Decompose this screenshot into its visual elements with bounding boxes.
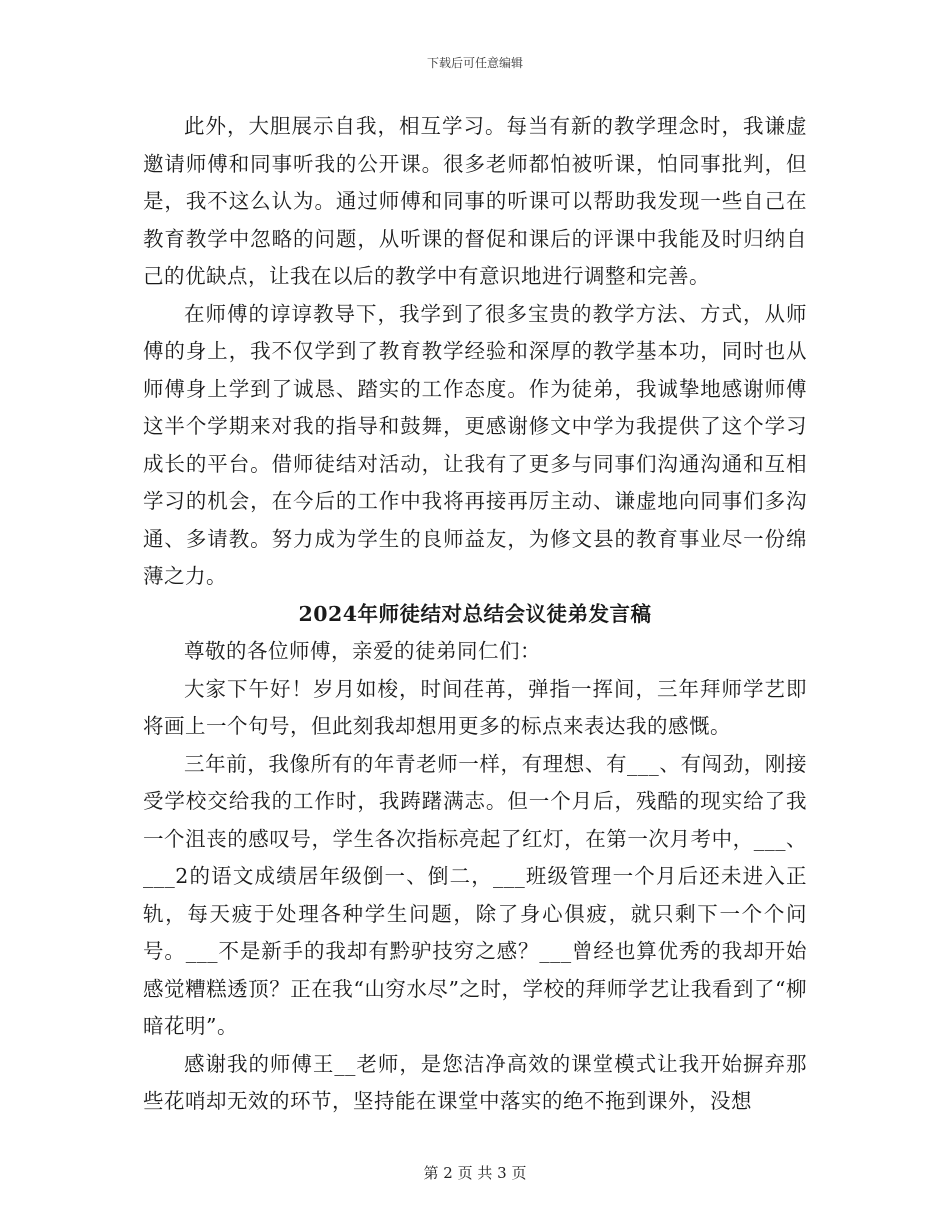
salutation: 尊敬的各位师傅，亲爱的徒弟同仁们： bbox=[184, 639, 541, 663]
paragraph: 三年前，我像所有的年青老师一样，有理想、有___、有闯劲，刚接受学校交给我的工作时，我踌躇满志。但一个月后，残酷的现实给了我一个沮丧的感叹号，学生各次指标亮起了红灯，在第一次月考中，___、___2的语文成绩居年级倒一、倒二，___班级管理一个月后还未进入正轨，每天疲于处理各种学生问题，除了身心俱疲，就只剩下一个个问号。___不是新手的我却有黔驴技穷之感？___曾经也算优秀的我却开始感觉糟糕透顶？正在我“山穷水尽”之时，学校的拜师学艺让我看到了“柳暗花明”。 bbox=[143, 751, 807, 1038]
section-title: 2024年师徒结对总结会议徒弟发言稿 bbox=[298, 601, 652, 626]
paragraph: 感谢我的师傅王__老师，是您洁净高效的课堂模式让我开始摒弃那些花哨却无效的环节，坚持能在课堂中落实的绝不拖到课外，没想 bbox=[143, 1051, 807, 1113]
page-number: 第 2 页 共 3 页 bbox=[423, 1164, 527, 1182]
paragraph: 此外，大胆展示自我，相互学习。每当有新的教学理念时，我谦虚邀请师傅和同事听我的公开课。很多老师都怕被听课，怕同事批判，但是，我不这么认为。通过师傅和同事的听课可以帮助我发现一些自己在教育教学中忽略的问题，从听课的督促和课后的评课中我能及时归纳自己的优缺点，让我在以后的教学中有意识地进行调整和完善。 bbox=[143, 114, 807, 288]
paragraph: 在师傅的谆谆教导下，我学到了很多宝贵的教学方法、方式，从师傅的身上，我不仅学到了教育教学经验和深厚的教学基本功，同时也从师傅身上学到了诚恳、踏实的工作态度。作为徒弟，我诚挚地感谢师傅这半个学期来对我的指导和鼓舞，更感谢修文中学为我提供了这个学习成长的平台。借师徒结对活动，让我有了更多与同事们沟通沟通和互相学习的机会，在今后的工作中我将再接再厉主动、谦虚地向同事们多沟通、多请教。努力成为学生的良师益友，为修文县的教育事业尽一份绵薄之力。 bbox=[143, 301, 807, 588]
paragraph: 大家下午好！岁月如梭，时间荏苒，弹指一挥间，三年拜师学艺即将画上一个句号，但此刻我却想用更多的标点来表达我的感慨。 bbox=[143, 676, 807, 738]
page-header: 下载后可任意编辑 bbox=[426, 56, 523, 70]
document-body bbox=[143, 108, 807, 1121]
